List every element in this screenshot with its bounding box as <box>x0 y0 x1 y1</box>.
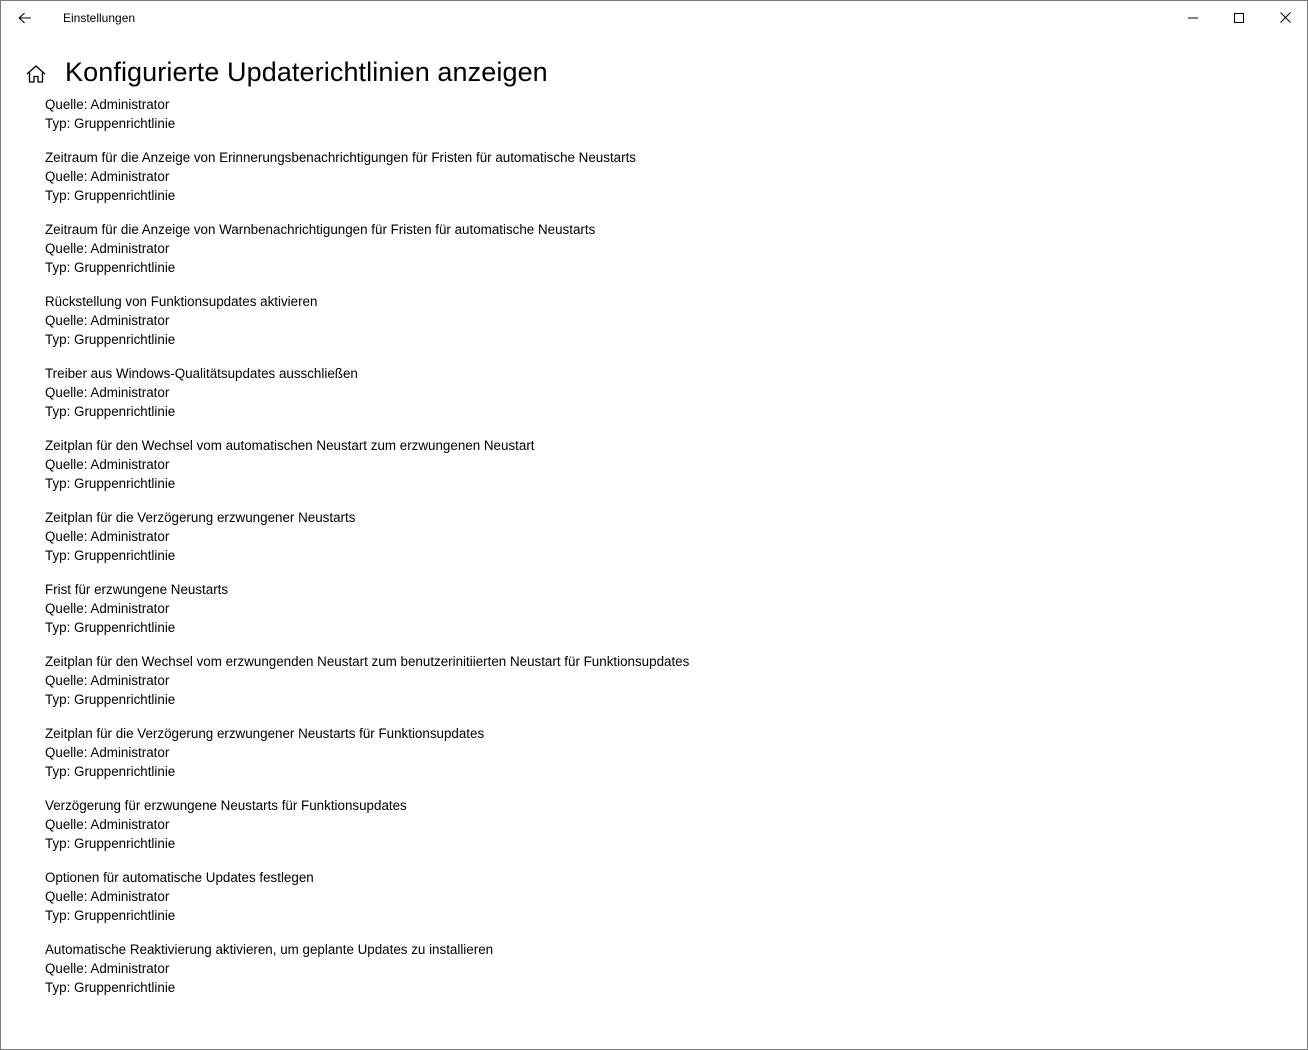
policy-name: Zeitplan für die Verzögerung erzwungener Neustarts für Funktionsupdates <box>45 726 485 741</box>
policy-item <box>45 652 1265 709</box>
home-button[interactable] <box>23 61 49 87</box>
policy-item <box>45 95 1265 133</box>
page-header <box>1 51 1307 99</box>
policy-source: Quelle: Administrator <box>45 889 170 904</box>
minimize-button[interactable] <box>1170 1 1216 34</box>
policy-type: Typ: Gruppenrichtlinie <box>45 548 176 563</box>
page-title: Konfigurierte Updaterichtlinien anzeigen <box>65 57 548 87</box>
policy-source: Quelle: Administrator <box>45 97 170 112</box>
close-icon <box>1280 12 1291 23</box>
policy-type: Typ: Gruppenrichtlinie <box>45 188 176 203</box>
policy-source: Quelle: Administrator <box>45 313 170 328</box>
policy-name: Frist für erzwungene Neustarts <box>45 582 229 597</box>
policy-type: Typ: Gruppenrichtlinie <box>45 908 176 923</box>
policy-list <box>45 95 1265 1012</box>
policy-type: Typ: Gruppenrichtlinie <box>45 332 176 347</box>
policy-source: Quelle: Administrator <box>45 673 170 688</box>
policy-type: Typ: Gruppenrichtlinie <box>45 692 176 707</box>
policy-source: Quelle: Administrator <box>45 961 170 976</box>
policy-type: Typ: Gruppenrichtlinie <box>45 476 176 491</box>
home-icon <box>26 65 46 83</box>
policy-item <box>45 580 1265 637</box>
policy-source: Quelle: Administrator <box>45 745 170 760</box>
policy-type: Typ: Gruppenrichtlinie <box>45 404 176 419</box>
policy-name: Zeitplan für den Wechsel vom automatischen Neustart zum erzwungenen Neustart <box>45 438 535 453</box>
policy-item <box>45 940 1265 997</box>
back-arrow-icon <box>18 12 32 24</box>
policy-source: Quelle: Administrator <box>45 601 170 616</box>
policy-item <box>45 148 1265 205</box>
policy-name: Verzögerung für erzwungene Neustarts für Funktionsupdates <box>45 798 407 813</box>
policy-type: Typ: Gruppenrichtlinie <box>45 764 176 779</box>
policy-type: Typ: Gruppenrichtlinie <box>45 836 176 851</box>
minimize-icon <box>1188 13 1198 23</box>
policy-type: Typ: Gruppenrichtlinie <box>45 116 176 131</box>
policy-item <box>45 508 1265 565</box>
policy-item <box>45 220 1265 277</box>
policy-name: Rückstellung von Funktionsupdates aktivieren <box>45 294 318 309</box>
policy-type: Typ: Gruppenrichtlinie <box>45 620 176 635</box>
policy-name: Zeitraum für die Anzeige von Warnbenachrichtigungen für Fristen für automatische Neustarts <box>45 222 596 237</box>
title-bar <box>1 1 1307 34</box>
policy-source: Quelle: Administrator <box>45 385 170 400</box>
policy-source: Quelle: Administrator <box>45 241 170 256</box>
policy-name: Optionen für automatische Updates festlegen <box>45 870 314 885</box>
policy-name: Zeitraum für die Anzeige von Erinnerungsbenachrichtigungen für Fristen für automatische Neustarts <box>45 150 636 165</box>
policy-name: Treiber aus Windows-Qualitätsupdates ausschließen <box>45 366 358 381</box>
policy-item <box>45 364 1265 421</box>
policy-name: Automatische Reaktivierung aktivieren, um geplante Updates zu installieren <box>45 942 494 957</box>
policy-name: Zeitplan für den Wechsel vom erzwungenden Neustart zum benutzerinitiierten Neustart für Funktionsupdates <box>45 654 690 669</box>
window-title: Einstellungen <box>63 11 136 25</box>
close-button[interactable] <box>1262 1 1308 34</box>
policy-item <box>45 292 1265 349</box>
back-button[interactable] <box>1 1 49 34</box>
policy-source: Quelle: Administrator <box>45 457 170 472</box>
policy-source: Quelle: Administrator <box>45 169 170 184</box>
policy-item <box>45 796 1265 853</box>
maximize-icon <box>1234 13 1244 23</box>
policy-type: Typ: Gruppenrichtlinie <box>45 260 176 275</box>
policy-item <box>45 868 1265 925</box>
maximize-button[interactable] <box>1216 1 1262 34</box>
policy-type: Typ: Gruppenrichtlinie <box>45 980 176 995</box>
policy-name: Zeitplan für die Verzögerung erzwungener Neustarts <box>45 510 356 525</box>
policy-item <box>45 436 1265 493</box>
policy-source: Quelle: Administrator <box>45 817 170 832</box>
policy-source: Quelle: Administrator <box>45 529 170 544</box>
policy-item <box>45 724 1265 781</box>
